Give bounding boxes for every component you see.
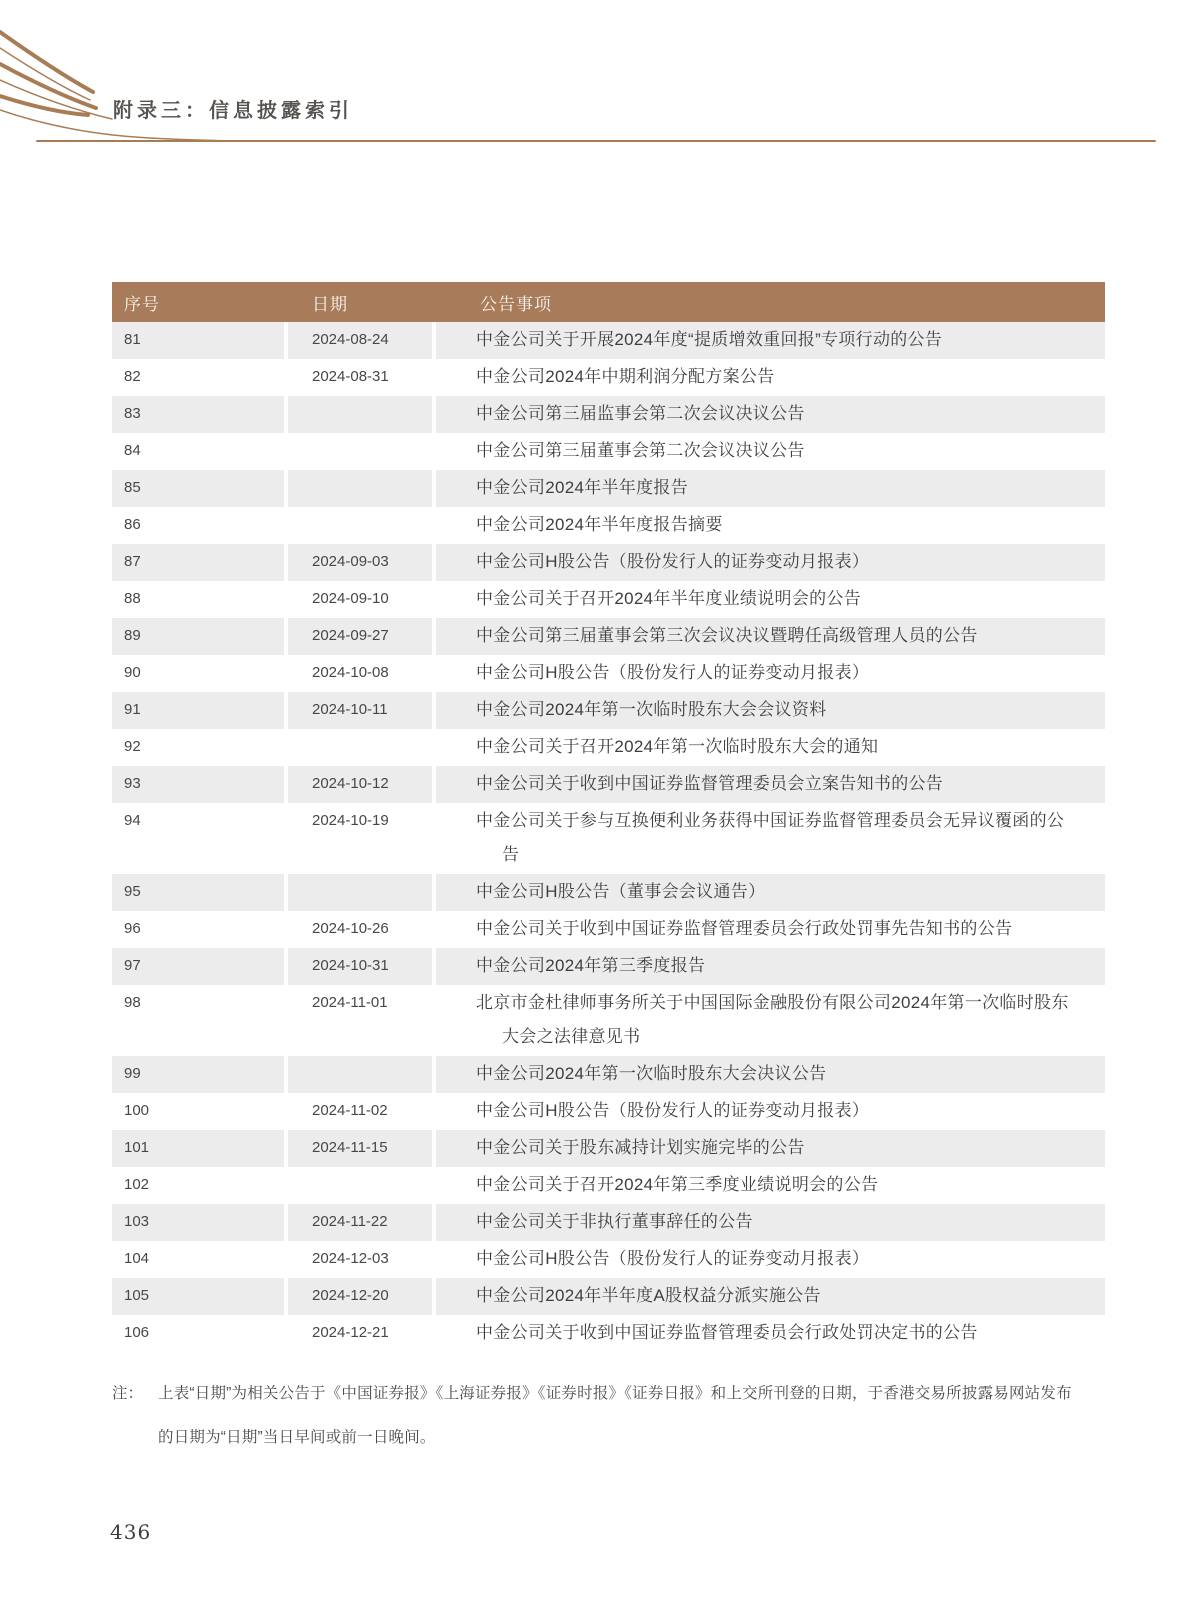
row-number: 101 bbox=[112, 1130, 284, 1167]
table-row bbox=[112, 544, 1105, 581]
row-announcement: 中金公司关于参与互换便利业务获得中国证券监督管理委员会无异议覆函的公告 bbox=[432, 803, 1105, 874]
table-row bbox=[112, 618, 1105, 655]
row-number: 81 bbox=[112, 322, 284, 359]
row-announcement: 中金公司H股公告（股份发行人的证券变动月报表） bbox=[432, 1093, 1105, 1130]
table-row bbox=[112, 948, 1105, 985]
row-number: 93 bbox=[112, 766, 284, 803]
row-announcement: 中金公司关于召开2024年半年度业绩说明会的公告 bbox=[432, 581, 1105, 618]
table-row bbox=[112, 507, 1105, 544]
row-number: 106 bbox=[112, 1315, 284, 1352]
table-header bbox=[112, 282, 1105, 322]
disclosure-index-table bbox=[112, 282, 1105, 1352]
row-number: 85 bbox=[112, 470, 284, 507]
table-row bbox=[112, 433, 1105, 470]
row-number: 103 bbox=[112, 1204, 284, 1241]
row-announcement: 中金公司第三届董事会第三次会议决议暨聘任高级管理人员的公告 bbox=[432, 618, 1105, 655]
row-date bbox=[284, 396, 432, 433]
row-number: 98 bbox=[112, 985, 284, 1056]
row-date bbox=[284, 874, 432, 911]
table-row bbox=[112, 581, 1105, 618]
row-date bbox=[284, 470, 432, 507]
table-row bbox=[112, 359, 1105, 396]
row-number: 96 bbox=[112, 911, 284, 948]
table-row bbox=[112, 911, 1105, 948]
row-announcement: 中金公司H股公告（股份发行人的证券变动月报表） bbox=[432, 544, 1105, 581]
row-announcement: 中金公司关于收到中国证券监督管理委员会行政处罚事先告知书的公告 bbox=[432, 911, 1105, 948]
row-number: 100 bbox=[112, 1093, 284, 1130]
row-date: 2024-12-03 bbox=[284, 1241, 432, 1278]
table-row bbox=[112, 1167, 1105, 1204]
column-header-date: 日期 bbox=[284, 282, 432, 322]
table-row bbox=[112, 1241, 1105, 1278]
header-divider-line bbox=[36, 140, 1156, 142]
row-number: 95 bbox=[112, 874, 284, 911]
row-date: 2024-10-12 bbox=[284, 766, 432, 803]
row-number: 99 bbox=[112, 1056, 284, 1093]
row-number: 82 bbox=[112, 359, 284, 396]
row-date: 2024-12-20 bbox=[284, 1278, 432, 1315]
row-date: 2024-11-15 bbox=[284, 1130, 432, 1167]
table-row bbox=[112, 1130, 1105, 1167]
corner-swoosh-ornament bbox=[0, 26, 260, 148]
page-number: 436 bbox=[110, 1520, 152, 1544]
row-date bbox=[284, 1056, 432, 1093]
row-date: 2024-09-10 bbox=[284, 581, 432, 618]
row-announcement: 中金公司2024年半年度报告 bbox=[432, 470, 1105, 507]
row-date: 2024-09-27 bbox=[284, 618, 432, 655]
row-number: 88 bbox=[112, 581, 284, 618]
row-date: 2024-10-08 bbox=[284, 655, 432, 692]
row-date: 2024-11-22 bbox=[284, 1204, 432, 1241]
row-announcement: 北京市金杜律师事务所关于中国国际金融股份有限公司2024年第一次临时股东大会之法律意见书 bbox=[432, 985, 1105, 1056]
row-date: 2024-10-19 bbox=[284, 803, 432, 874]
row-number: 90 bbox=[112, 655, 284, 692]
row-number: 97 bbox=[112, 948, 284, 985]
footnote bbox=[112, 1372, 1097, 1460]
table-row bbox=[112, 470, 1105, 507]
row-announcement: 中金公司2024年第三季度报告 bbox=[432, 948, 1105, 985]
row-announcement: 中金公司第三届董事会第二次会议决议公告 bbox=[432, 433, 1105, 470]
row-date: 2024-08-31 bbox=[284, 359, 432, 396]
row-number: 94 bbox=[112, 803, 284, 874]
row-date: 2024-11-01 bbox=[284, 985, 432, 1056]
table-row bbox=[112, 729, 1105, 766]
table-row bbox=[112, 655, 1105, 692]
row-announcement: 中金公司关于开展2024年度“提质增效重回报”专项行动的公告 bbox=[432, 322, 1105, 359]
row-number: 91 bbox=[112, 692, 284, 729]
row-number: 105 bbox=[112, 1278, 284, 1315]
table-row bbox=[112, 803, 1105, 874]
table-body bbox=[112, 322, 1105, 1352]
page-title: 附录三：信息披露索引 bbox=[113, 98, 353, 122]
row-announcement: 中金公司关于非执行董事辞任的公告 bbox=[432, 1204, 1105, 1241]
table-row bbox=[112, 1278, 1105, 1315]
row-number: 89 bbox=[112, 618, 284, 655]
row-date: 2024-08-24 bbox=[284, 322, 432, 359]
table-row bbox=[112, 1315, 1105, 1352]
footnote-label: 注： bbox=[112, 1385, 144, 1402]
row-announcement: 中金公司2024年第一次临时股东大会决议公告 bbox=[432, 1056, 1105, 1093]
row-announcement: 中金公司关于股东减持计划实施完毕的公告 bbox=[432, 1130, 1105, 1167]
row-announcement: 中金公司2024年中期利润分配方案公告 bbox=[432, 359, 1105, 396]
row-number: 102 bbox=[112, 1167, 284, 1204]
table-row bbox=[112, 1204, 1105, 1241]
row-date bbox=[284, 729, 432, 766]
row-announcement: 中金公司H股公告（股份发行人的证券变动月报表） bbox=[432, 1241, 1105, 1278]
table-row bbox=[112, 1056, 1105, 1093]
table-row bbox=[112, 322, 1105, 359]
row-date bbox=[284, 507, 432, 544]
row-announcement: 中金公司关于召开2024年第三季度业绩说明会的公告 bbox=[432, 1167, 1105, 1204]
row-announcement: 中金公司2024年半年度报告摘要 bbox=[432, 507, 1105, 544]
column-header-item: 公告事项 bbox=[432, 282, 1105, 322]
row-announcement: 中金公司关于收到中国证券监督管理委员会行政处罚决定书的公告 bbox=[432, 1315, 1105, 1352]
row-date: 2024-10-26 bbox=[284, 911, 432, 948]
row-number: 92 bbox=[112, 729, 284, 766]
row-announcement: 中金公司关于收到中国证券监督管理委员会立案告知书的公告 bbox=[432, 766, 1105, 803]
row-announcement: 中金公司关于召开2024年第一次临时股东大会的通知 bbox=[432, 729, 1105, 766]
table-row bbox=[112, 692, 1105, 729]
table-row bbox=[112, 1093, 1105, 1130]
footnote-text: 上表“日期”为相关公告于《中国证券报》《上海证券报》《证券时报》《证券日报》和上交所刊登的日期，于香港交易所披露易网站发布的日期为“日期”当日早间或前一日晚间。 bbox=[158, 1385, 1072, 1446]
row-number: 87 bbox=[112, 544, 284, 581]
row-number: 83 bbox=[112, 396, 284, 433]
row-date: 2024-11-02 bbox=[284, 1093, 432, 1130]
row-date bbox=[284, 1167, 432, 1204]
table-row bbox=[112, 874, 1105, 911]
row-number: 84 bbox=[112, 433, 284, 470]
table-row bbox=[112, 766, 1105, 803]
row-announcement: 中金公司H股公告（董事会会议通告） bbox=[432, 874, 1105, 911]
row-date: 2024-10-11 bbox=[284, 692, 432, 729]
row-date: 2024-10-31 bbox=[284, 948, 432, 985]
row-number: 86 bbox=[112, 507, 284, 544]
column-header-no: 序号 bbox=[112, 282, 284, 322]
row-announcement: 中金公司2024年第一次临时股东大会会议资料 bbox=[432, 692, 1105, 729]
table-row bbox=[112, 396, 1105, 433]
table-row bbox=[112, 985, 1105, 1056]
row-date bbox=[284, 433, 432, 470]
row-date: 2024-09-03 bbox=[284, 544, 432, 581]
row-announcement: 中金公司第三届监事会第二次会议决议公告 bbox=[432, 396, 1105, 433]
row-number: 104 bbox=[112, 1241, 284, 1278]
row-announcement: 中金公司2024年半年度A股权益分派实施公告 bbox=[432, 1278, 1105, 1315]
row-date: 2024-12-21 bbox=[284, 1315, 432, 1352]
row-announcement: 中金公司H股公告（股份发行人的证券变动月报表） bbox=[432, 655, 1105, 692]
